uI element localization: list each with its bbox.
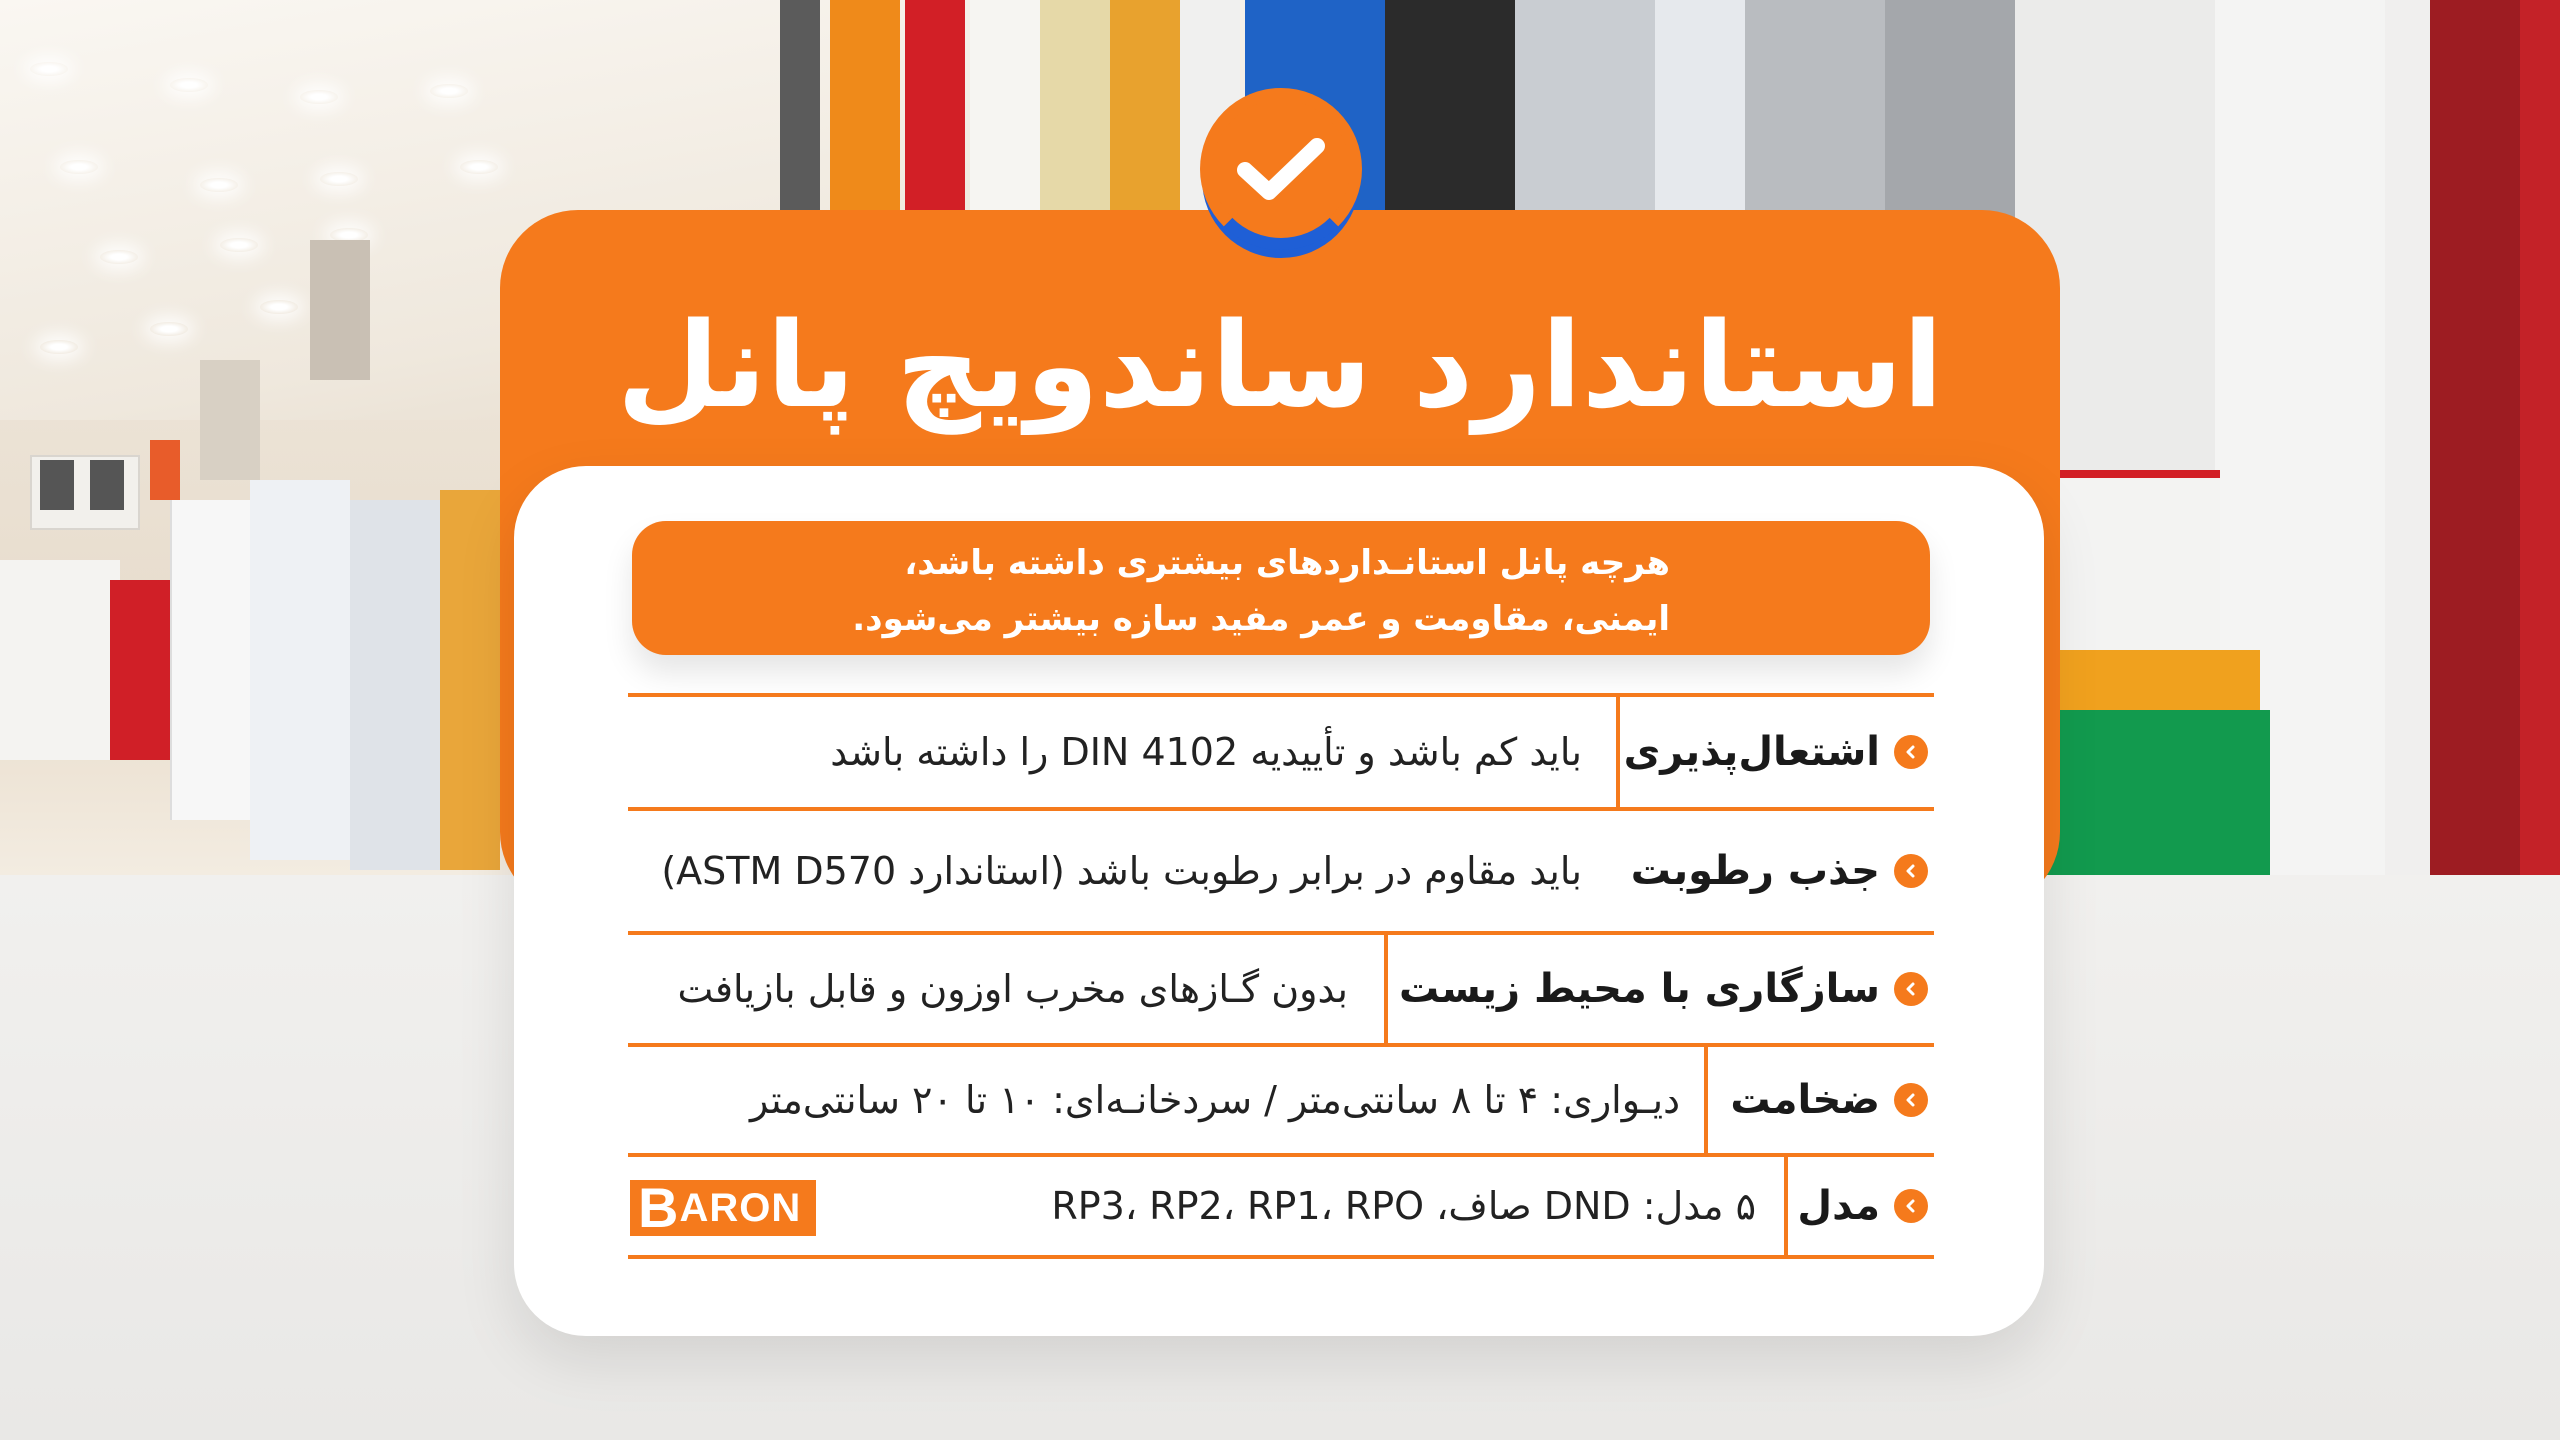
row-label-text: سازگاری با محیط زیست [1398,966,1880,1012]
logo-initial: B [638,1176,680,1239]
row-divider [1784,1157,1788,1255]
row-label [1399,935,1934,1043]
row-divider [1384,935,1388,1043]
row-value: باید مقاوم در برابر رطوبت باشد (استاندارد ASTM D570) [661,849,1582,893]
intro-line-2: ایمنی، مقاومت و عمر مفید سازه بیشتر می‌شود. [852,599,1670,639]
arrow-left-icon [1894,854,1928,888]
arrow-left-icon [1894,1189,1928,1223]
row-label-text: ضخامت [1730,1077,1880,1123]
row-label [1730,1047,1934,1153]
row-value: بدون گـازهای مخرب اوزون و قابل بازیافت [677,967,1348,1011]
row-label [1631,811,1934,931]
table-row-moisture [628,811,1934,935]
row-divider [1704,1047,1708,1153]
row-divider [1616,697,1620,807]
page-title: استاندارد ساندویچ پانل [616,296,1944,434]
table-row-flammability [628,697,1934,811]
row-label-text: مدل [1797,1183,1880,1229]
row-value: ۵ مدل: DND صاف، RP3، RP2، RP1، RPO [1051,1184,1756,1228]
row-value: دیـواری: ۴ تا ۸ سانتی‌متر / سردخانـه‌ای: ۱۰ تا ۲۰ سانتی‌متر [750,1078,1680,1122]
check-badge [1200,88,1362,250]
row-value: باید کم باشد و تأییدیه DIN 4102 را داشته باشد [830,730,1582,774]
arrow-left-icon [1894,1083,1928,1117]
arrow-left-icon [1894,972,1928,1006]
row-label-text: جذب رطوبت [1630,848,1880,894]
logo-text: ARON [679,1186,802,1230]
intro-banner [632,521,1930,655]
table-row-environment [628,935,1934,1047]
checkmark-icon [1235,134,1327,204]
table-row-thickness [628,1047,1934,1157]
baron-logo [630,1176,816,1239]
row-label [1624,697,1934,807]
table-row-models [628,1157,1934,1259]
arrow-left-icon [1894,735,1928,769]
row-label [1797,1157,1934,1255]
row-label-text: اشتعال‌پذیری [1623,729,1880,775]
intro-line-1: هرچه پانل استانـداردهای بیشتری داشته باشد، [904,543,1670,583]
